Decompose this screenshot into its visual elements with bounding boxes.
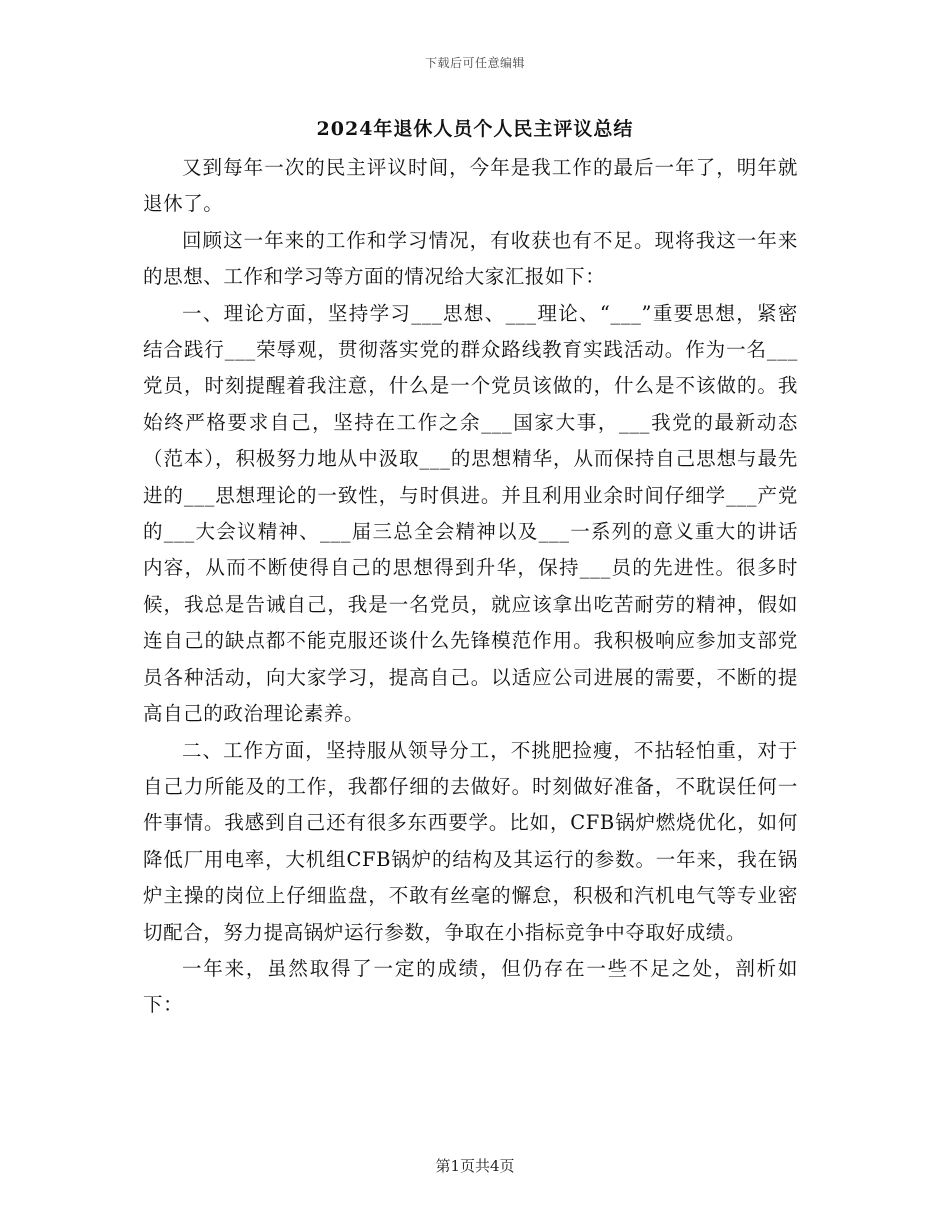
paragraph-shortcomings: 一年来，虽然取得了一定的成绩，但仍存在一些不足之处，剖析如下：: [143, 956, 798, 1017]
header-note: 下载后可任意编辑: [424, 56, 525, 70]
document-title: 2024年退休人员个人民主评议总结: [316, 118, 634, 140]
paragraph-work: 二、工作方面，坚持服从领导分工，不挑肥捡瘦，不拈轻怕重，对于自己力所能及的工作，我都仔细的去做好。时刻做好准备，不耽误任何一件事情。我感到自己还有很多东西要学。比如，CFB锅炉燃烧优化，如何降低厂用电率，大机组CFB锅炉的结构及其运行的参数。一年来，我在锅炉主操的岗位上仔细监盘，不敢有丝毫的懈怠，积极和汽机电气等专业密切配合，努力提高锅炉运行参数，争取在小指标竞争中夺取好成绩。: [143, 738, 798, 944]
document-body: [143, 150, 798, 1024]
paragraph-intro: 又到每年一次的民主评议时间，今年是我工作的最后一年了，明年就退休了。: [143, 156, 798, 216]
page-number: 第1页共4页: [435, 1157, 515, 1175]
paragraph-review: 回顾这一年来的工作和学习情况，有收获也有不足。现将我这一年来的思想、工作和学习等方面的情况给大家汇报如下：: [143, 228, 798, 289]
paragraph-theory: 一、理论方面，坚持学习___思想、___理论、“___”重要思想，紧密结合践行___荣辱观，贯彻落实党的群众路线教育实践活动。作为一名___党员，时刻提醒着我注意，什么是一个党员该做的，什么是不该做的。我始终严格要求自己，坚持在工作之余___国家大事，___我党的最新动态（范本），积极努力地从中汲取___的思想精华，从而保持自己思想与最先进的___思想理论的一致性，与时俱进。并且利用业余时间仔细学___产党的___大会议精神、___届三总全会精神以及___一系列的意义重大的讲话内容，从而不断使得自己的思想得到升华，保持___员的先进性。很多时候，我总是告诫自己，我是一名党员，就应该拿出吃苦耐劳的精神，假如连自己的缺点都不能克服还谈什么先锋模范作用。我积极响应参加支部党员各种活动，向大家学习，提高自己。以适应公司进展的需要，不断的提高自己的政治理论素养。: [143, 301, 798, 726]
